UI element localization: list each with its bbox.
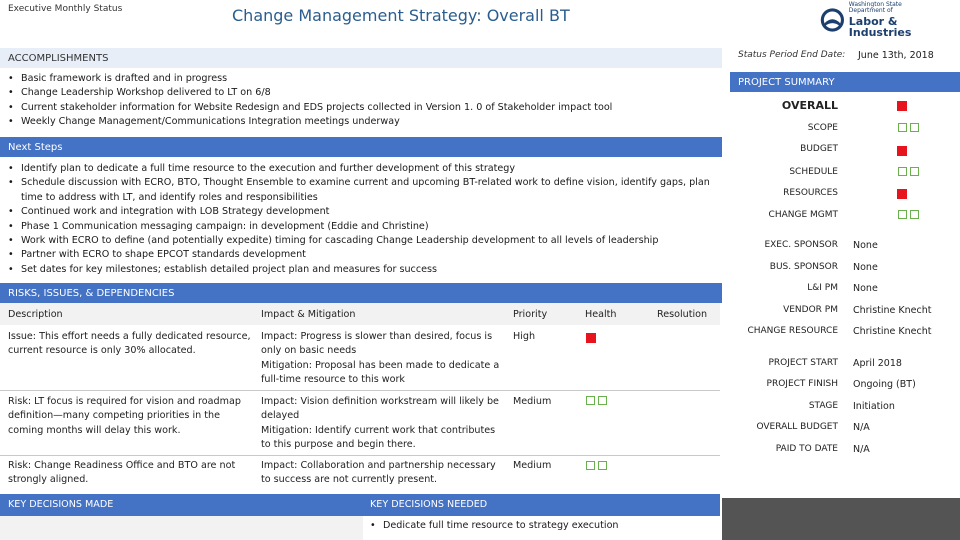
detail-value-exec-sponsor: None (853, 240, 878, 251)
col-impact: Impact & Mitigation (261, 309, 356, 320)
status-period-label: Status Period End Date: (738, 50, 846, 60)
decisions-made-area (0, 516, 363, 540)
health-green-status (898, 167, 922, 176)
risk-description: Issue: This effort needs a fully dedicated resource, current resource is only 30% allocated. (8, 331, 251, 357)
logo-agency-line: Washington State Department of (848, 1, 902, 14)
next-steps-header (0, 137, 722, 157)
table-row (0, 325, 720, 390)
health-green-status (586, 396, 610, 405)
health-label-schedule: SCHEDULE (789, 167, 838, 177)
detail-value-bus-sponsor: None (853, 262, 878, 273)
risk-impact: Impact: Collaboration and partnership necessary to success are not currently present. (261, 460, 496, 486)
health-label-resources: RESOURCES (783, 188, 838, 198)
project-summary-header (730, 72, 960, 92)
risk-impact-text: Impact: Progress is slower than desired, focus is only on basic needs (261, 331, 493, 357)
risks-header (0, 283, 722, 303)
health-green-status (586, 461, 610, 470)
risk-mitigation-text: Mitigation: Proposal has been made to dedicate a full-time resource to this work (261, 359, 500, 386)
key-decisions-made-heading: KEY DECISIONS MADE (8, 499, 114, 510)
table-row (0, 390, 720, 455)
col-health: Health (585, 309, 617, 320)
health-red-status (897, 101, 907, 111)
list-item: • Work with ECRO to define (and potentially expedite) timing for cascading Change Leadership development to all levels of leadership (8, 234, 723, 248)
list-item: • Dedicate full time resource to strategy execution (370, 519, 720, 533)
risks-table-header (0, 303, 720, 325)
health-label-budget: BUDGET (800, 144, 838, 154)
detail-label-l-i-pm: L&I PM (807, 283, 838, 293)
decisions-needed-list (370, 519, 720, 533)
health-green-status (898, 123, 922, 132)
detail-label-change-resource: CHANGE RESOURCE (747, 326, 838, 336)
detail-value-stage: Initiation (853, 401, 895, 412)
risk-mitigation-text: Mitigation: Identify current work that contributes to this purpose and begin there. (261, 424, 496, 451)
report-type-label: Executive Monthly Status (8, 4, 123, 14)
list-item: • Change Leadership Workshop delivered to LT on 6/8 (8, 86, 723, 100)
list-item: • Identify plan to dedicate a full time resource to the execution and further development of this strategy (8, 162, 723, 176)
list-item: • Phase 1 Communication messaging campaign: in development (Eddie and Christine) (8, 220, 723, 234)
next-steps-list (8, 162, 723, 277)
logo-name: Labor & Industries (848, 15, 912, 39)
list-item: • Basic framework is drafted and in progress (8, 72, 723, 86)
health-label-change-mgmt: CHANGE MGMT (768, 210, 838, 220)
risk-priority: Medium (513, 396, 552, 407)
detail-label-stage: STAGE (808, 401, 838, 411)
col-priority: Priority (513, 309, 548, 320)
health-green-status (898, 210, 922, 219)
risk-impact (261, 395, 506, 453)
detail-value-change-resource: Christine Knecht (853, 326, 932, 337)
accomplishments-header (0, 48, 722, 68)
list-item: • Set dates for key milestones; establish detailed project plan and measures for success (8, 263, 723, 277)
list-item: • Schedule discussion with ECRO, BTO, Thought Ensemble to examine current and upcoming BT-related work to define vision, identify gaps, plan time to address with LT, and identify roles and responsibilities (8, 176, 723, 205)
lni-seal-icon (820, 4, 845, 36)
risk-description: Risk: LT focus is required for vision and roadmap definition—many competing priorities in the coming months will delay this work. (8, 396, 241, 436)
detail-label-exec-sponsor: EXEC. SPONSOR (764, 240, 838, 250)
risk-description: Risk: Change Readiness Office and BTO are not strongly aligned. (8, 460, 236, 486)
risk-priority: Medium (513, 460, 552, 471)
risk-impact-text: Impact: Vision definition workstream will likely be delayed (261, 396, 499, 422)
detail-label-project-finish: PROJECT FINISH (766, 379, 838, 389)
detail-value-vendor-pm: Christine Knecht (853, 305, 932, 316)
list-item: • Current stakeholder information for Website Redesign and EDS projects collected in Version 1. 0 of Stakeholder impact tool (8, 101, 723, 115)
project-details (730, 230, 960, 498)
detail-value-l-i-pm: None (853, 283, 878, 294)
status-period-date: June 13th, 2018 (858, 50, 934, 61)
col-resolution: Resolution (657, 309, 708, 320)
page-title: Change Management Strategy: Overall BT (232, 6, 570, 25)
health-red-status (897, 189, 907, 199)
detail-label-paid-to-date: PAID TO DATE (775, 444, 838, 454)
detail-value-project-finish: Ongoing (BT) (853, 379, 916, 390)
agency-logo (820, 1, 938, 39)
key-decisions-bar (0, 494, 720, 516)
key-decisions-needed-heading: KEY DECISIONS NEEDED (370, 499, 488, 510)
col-description: Description (8, 309, 63, 320)
health-red-status (897, 146, 907, 156)
detail-value-project-start: April 2018 (853, 358, 902, 369)
risk-priority: High (513, 331, 536, 342)
list-item: • Partner with ECRO to shape EPCOT standards development (8, 248, 723, 262)
table-row (0, 455, 720, 493)
detail-value-overall-budget: N/A (853, 422, 870, 433)
detail-label-bus-sponsor: BUS. SPONSOR (769, 262, 838, 272)
health-label-overall: OVERALL (781, 99, 838, 112)
health-red-status (586, 333, 596, 343)
risks-heading: RISKS, ISSUES, & DEPENDENCIES (8, 287, 175, 299)
detail-value-paid-to-date: N/A (853, 444, 870, 455)
accomplishments-heading: ACCOMPLISHMENTS (8, 52, 109, 64)
accomplishments-list (8, 72, 723, 130)
detail-label-overall-budget: OVERALL BUDGET (756, 422, 838, 432)
project-summary-heading: PROJECT SUMMARY (738, 76, 835, 88)
next-steps-heading: Next Steps (8, 141, 63, 153)
health-label-scope: SCOPE (807, 123, 838, 133)
detail-label-project-start: PROJECT START (768, 358, 838, 368)
footer-dark-block (722, 498, 960, 540)
health-summary (730, 92, 960, 228)
list-item: • Weekly Change Management/Communications Integration meetings underway (8, 115, 723, 129)
detail-label-vendor-pm: VENDOR PM (783, 305, 838, 315)
list-item: • Continued work and integration with LOB Strategy development (8, 205, 723, 219)
risk-impact (261, 330, 506, 388)
